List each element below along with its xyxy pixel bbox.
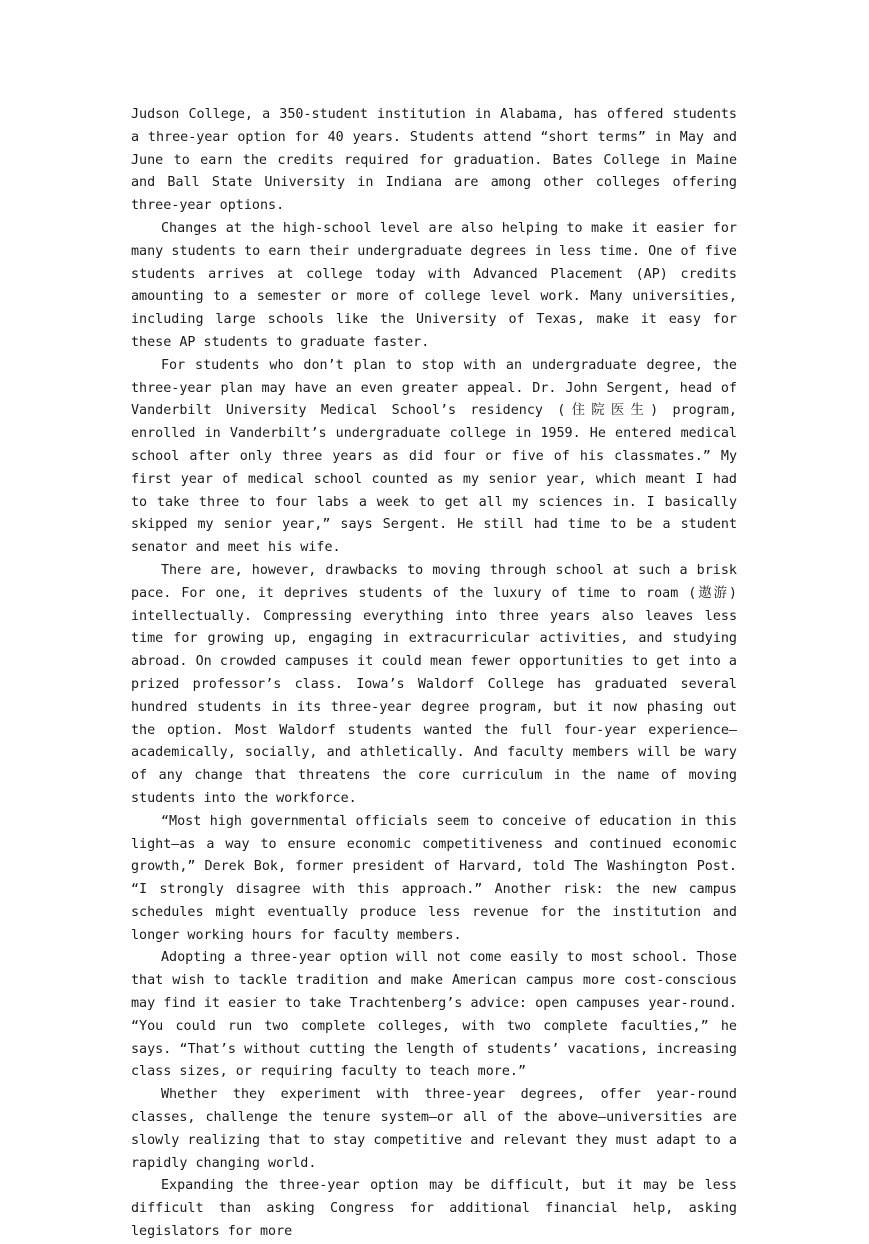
- paragraph-adopting-three-year-option: Adopting a three-year option will not come easily to most school. Those that wish to tackle tradition and make American campus more cost-conscious may find it easier to take Trachtenberg’s advice: open campuses year-round. “You could run two complete colleges, with two complete faculties,” he says. “That’s without cutting the length of students’ vacations, increasing class sizes, or requiring faculty to teach more.”: [131, 950, 737, 1080]
- paragraph-judson-college: Judson College, a 350-student institution in Alabama, has offered students a three-year option for 40 years. Students attend “short terms” in May and June to earn the credits required for graduation. Bates College in Maine and Ball State University in Indiana are among other colleges offering three-year options.: [131, 107, 737, 214]
- document-page: [131, 104, 737, 1244]
- paragraph-expanding-option: Expanding the three-year option may be difficult, but it may be less difficult than asking Congress for additional financial help, asking legislators for more: [131, 1178, 737, 1240]
- paragraph-drawbacks: There are, however, drawbacks to moving through school at such a brisk pace. For one, it deprives students of the luxury of time to roam (遨游) intellectually. Compressing everything into three years also leaves less time for growing up, engaging in extracurricular activities, and studying abroad. On crowded campuses it could mean fewer opportunities to get into a prized professor’s class. Iowa’s Waldorf College has graduated several hundred students in its three-year degree program, but it now phasing out the option. Most Waldorf students wanted the full four-year experience—academically, socially, and athletically. And faculty members will be wary of any change that threatens the core curriculum in the name of moving students into the workforce.: [131, 562, 737, 806]
- paragraph-high-school-changes: Changes at the high-school level are also helping to make it easier for many students to earn their undergraduate degrees in less time. One of five students arrives at college today with Advanced Placement (AP) credits amounting to a semester or more of college level work. Many universities, including large schools like the University of Texas, make it easy for these AP students to graduate faster.: [131, 220, 737, 350]
- paragraph-three-year-plan-appeal: For students who don’t plan to stop with an undergraduate degree, the three-year plan may have an even greater appeal. Dr. John Sergent, head of Vanderbilt University Medical School’s residency (住院医生) program, enrolled in Vanderbilt’s undergraduate college in 1959. He entered medical school after only three years as did four or five of his classmates.” My first year of medical school counted as my senior year, which meant I had to take three to four labs a week to get all my sciences in. I basically skipped my senior year,” says Sergent. He still had time to be a student senator and meet his wife.: [131, 357, 737, 556]
- paragraph-universities-adapting: Whether they experiment with three-year degrees, offer year-round classes, challenge the tenure system—or all of the above—universities are slowly realizing that to stay competitive and relevant they must adapt to a rapidly changing world.: [131, 1087, 737, 1171]
- paragraph-derek-bok-quote: “Most high governmental officials seem to conceive of education in this light—as a way to ensure economic competitiveness and continued economic growth,” Derek Bok, former president of Harvard, told The Washington Post. “I strongly disagree with this approach.” Another risk: the new campus schedules might eventually produce less revenue for the institution and longer working hours for faculty members.: [131, 813, 737, 943]
